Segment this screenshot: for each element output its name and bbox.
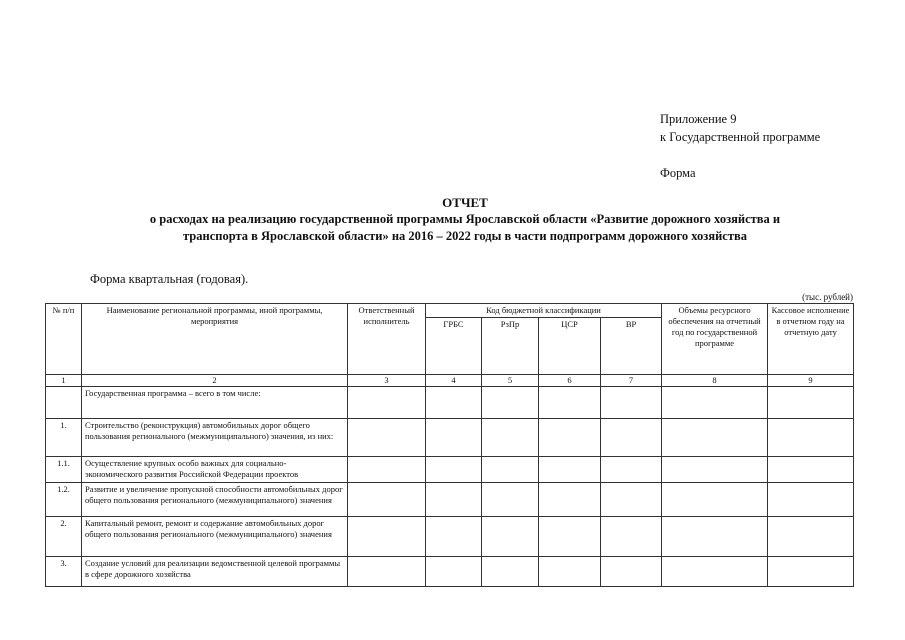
cell-executor	[348, 419, 426, 457]
cell-rzpr	[482, 517, 539, 557]
report-table	[45, 303, 854, 587]
table-row	[46, 557, 854, 587]
column-index: 3	[348, 375, 426, 387]
row-number: 1.1.	[46, 457, 82, 483]
column-index: 1	[46, 375, 82, 387]
cell-csr	[539, 387, 601, 419]
cell-volumes	[662, 457, 768, 483]
report-title-line2: о расходах на реализацию государственной программы Ярославской области «Развитие дорожного хозяйства и	[149, 212, 781, 226]
row-name: Государственная программа – всего в том числе:	[82, 387, 348, 419]
cell-volumes	[662, 557, 768, 587]
column-index: 9	[768, 375, 854, 387]
row-number	[46, 387, 82, 419]
header-cash: Кассовое исполнение в отчетном году на отчетную дату	[768, 304, 854, 375]
row-name: Развитие и увеличение пропускной способности автомобильных дорог общего пользования регионального (межмуниципального) значения	[82, 483, 348, 517]
column-index: 2	[82, 375, 348, 387]
column-index: 7	[601, 375, 662, 387]
row-number: 3.	[46, 557, 82, 587]
cell-executor	[348, 483, 426, 517]
cell-executor	[348, 457, 426, 483]
table-row	[46, 387, 854, 419]
header-num: № п/п	[46, 304, 82, 375]
cell-grbs	[426, 419, 482, 457]
cell-vr	[601, 557, 662, 587]
cell-rzpr	[482, 419, 539, 457]
cell-volumes	[662, 517, 768, 557]
row-name: Капитальный ремонт, ремонт и содержание автомобильных дорог общего пользования регионального (межмуниципального) значения	[82, 517, 348, 557]
report-title-main: ОТЧЕТ	[442, 195, 488, 210]
cell-grbs	[426, 557, 482, 587]
header-grbs: ГРБС	[426, 318, 482, 375]
cell-volumes	[662, 387, 768, 419]
cell-cash	[768, 419, 854, 457]
cell-csr	[539, 517, 601, 557]
header-executor: Ответственный исполнитель	[348, 304, 426, 375]
header-name: Наименование региональной программы, иной программы, мероприятия	[82, 304, 348, 375]
appendix-form-label: Форма	[660, 166, 696, 180]
report-form-type: Форма квартальная (годовая).	[90, 272, 249, 286]
report-title	[60, 194, 870, 245]
cell-cash	[768, 457, 854, 483]
column-index: 8	[662, 375, 768, 387]
row-name: Создание условий для реализации ведомственной целевой программы в сфере дорожного хозяйства	[82, 557, 348, 587]
column-index: 6	[539, 375, 601, 387]
appendix-program: к Государственной программе	[660, 130, 821, 144]
cell-grbs	[426, 457, 482, 483]
table-row	[46, 457, 854, 483]
cell-cash	[768, 387, 854, 419]
column-index: 5	[482, 375, 539, 387]
column-index: 4	[426, 375, 482, 387]
cell-cash	[768, 517, 854, 557]
cell-csr	[539, 457, 601, 483]
cell-rzpr	[482, 483, 539, 517]
cell-rzpr	[482, 557, 539, 587]
row-number: 1.	[46, 419, 82, 457]
header-budget-code: Код бюджетной классификации	[426, 304, 662, 318]
header-rzpr: РзПр	[482, 318, 539, 375]
table-row	[46, 517, 854, 557]
header-vr: ВР	[601, 318, 662, 375]
cell-rzpr	[482, 387, 539, 419]
units-label: (тыс. рублей)	[802, 292, 853, 302]
cell-cash	[768, 483, 854, 517]
cell-executor	[348, 387, 426, 419]
table-row	[46, 483, 854, 517]
cell-csr	[539, 557, 601, 587]
cell-csr	[539, 483, 601, 517]
row-name: Осуществление крупных особо важных для социально-экономического развития Российской Федерации проектов	[82, 457, 348, 483]
cell-volumes	[662, 483, 768, 517]
row-number: 1.2.	[46, 483, 82, 517]
appendix-number: Приложение 9	[660, 112, 737, 126]
cell-executor	[348, 557, 426, 587]
cell-volumes	[662, 419, 768, 457]
cell-vr	[601, 517, 662, 557]
cell-vr	[601, 457, 662, 483]
cell-vr	[601, 387, 662, 419]
cell-grbs	[426, 483, 482, 517]
cell-grbs	[426, 387, 482, 419]
table-row	[46, 419, 854, 457]
header-volumes: Объемы ресурсного обеспечения на отчетный год по государственной программе	[662, 304, 768, 375]
cell-rzpr	[482, 457, 539, 483]
cell-vr	[601, 483, 662, 517]
row-number: 2.	[46, 517, 82, 557]
column-index-row	[46, 375, 854, 387]
appendix-block	[660, 110, 820, 182]
cell-cash	[768, 557, 854, 587]
cell-grbs	[426, 517, 482, 557]
cell-executor	[348, 517, 426, 557]
cell-csr	[539, 419, 601, 457]
row-name: Строительство (реконструкция) автомобильных дорог общего пользования регионального (межмуниципального) значения, из них:	[82, 419, 348, 457]
cell-vr	[601, 419, 662, 457]
report-title-line3: транспорта в Ярославской области» на 2016 – 2022 годы в части подпрограмм дорожного хозяйства	[183, 229, 747, 243]
header-csr: ЦСР	[539, 318, 601, 375]
